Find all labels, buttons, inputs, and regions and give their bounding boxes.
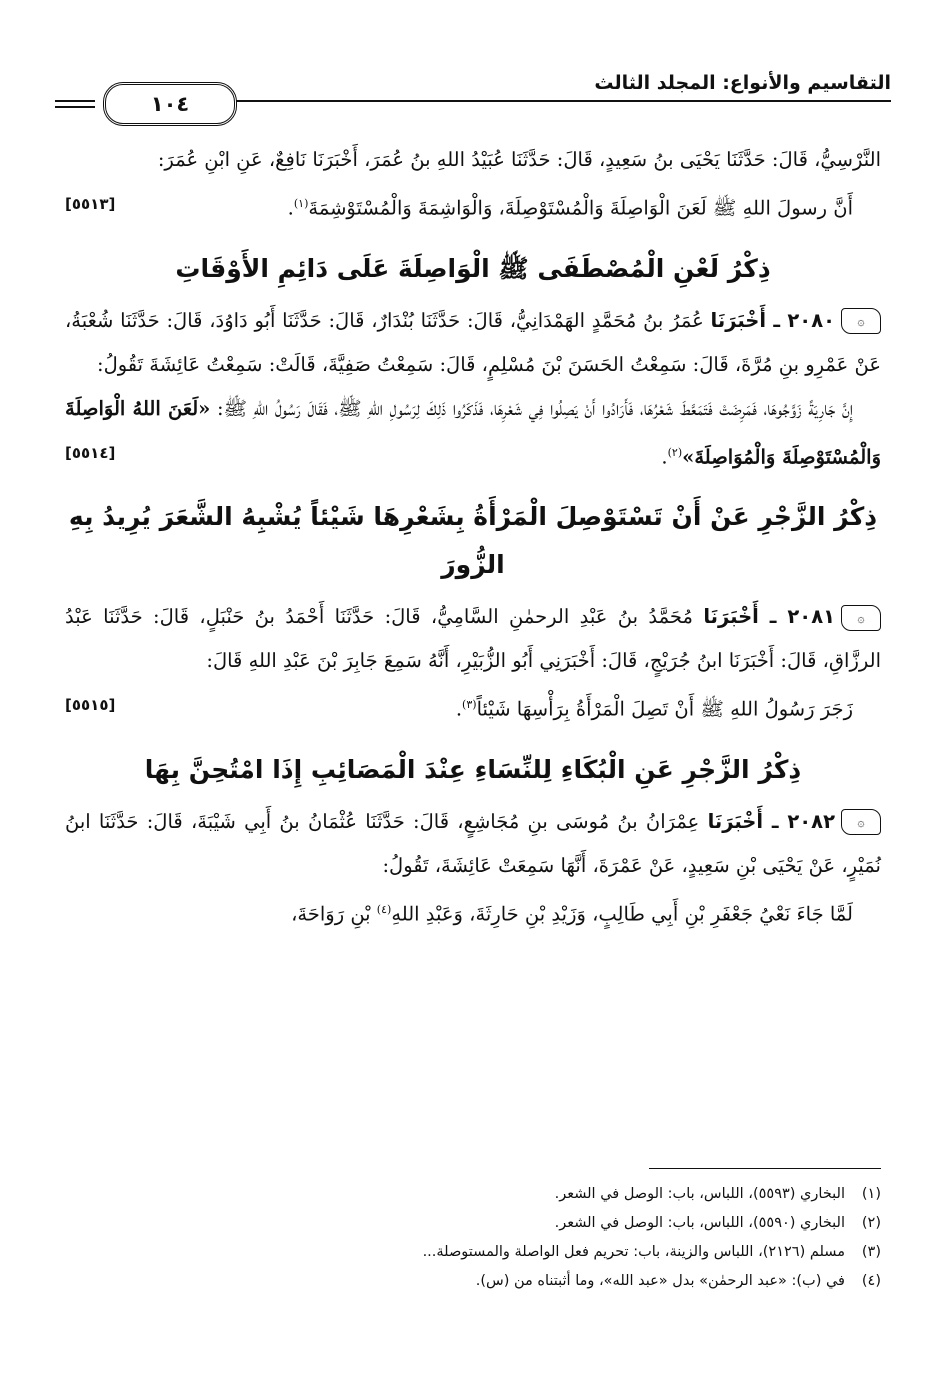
footnote	[65, 1238, 881, 1267]
header-rule	[235, 100, 891, 102]
hadith-number: ٢٠٨٢ ـ أَخْبَرَنَا	[707, 809, 835, 833]
footnote	[65, 1180, 881, 1209]
footnote	[65, 1267, 881, 1296]
hadith-isnad	[65, 299, 881, 387]
hadith-reference: [٥٥١٣]	[65, 195, 116, 213]
page-body	[65, 138, 881, 936]
isnad-continuation: النَّرْسِيُّ، قَالَ: حَدَّثَنَا يَحْيَى بنُ سَعِيدٍ، قَالَ: حَدَّثَنَا عُبَيْدُ اللهِ بنُ عُمَرَ، أَخْبَرَنَا نَافِعٌ، عَنِ ابْنِ عُمَرَ:	[157, 148, 881, 171]
footnote-number: (١)	[861, 1186, 881, 1202]
hadith-matn: أَنَّ رسولَ اللهِ ﷺ لَعَنَ الْوَاصِلَةَ وَالْمُسْتَوْصِلَةَ، وَالْوَاشِمَةَ وَالْمُسْتَوْشِمَةَ	[308, 196, 853, 220]
chapter-heading: ذِكْرُ الزَّجْرِ عَنِ الْبُكَاءِ لِلنِّسَاءِ عِنْدَ الْمَصَائِبِ إِذَا امْتُحِنَّ بِهَا	[144, 754, 802, 784]
hadith-quote: «لَعَنَ اللهُ الْوَاصِلَةَ وَالْمُسْتَوْصِلَةَ وَالْمُوَاصِلَةَ»	[65, 396, 881, 468]
footnote-marker: (٣)	[462, 698, 477, 711]
footnote-marker: (٢)	[667, 445, 683, 459]
footnote	[65, 1209, 881, 1238]
footnote-number: (٣)	[861, 1244, 881, 1260]
hadith-reference: [٥٥١٥]	[65, 696, 116, 714]
footnotes	[65, 1180, 881, 1296]
hadith-text	[65, 888, 881, 937]
footnote-marker: (٤)	[376, 902, 392, 916]
page-header	[55, 62, 891, 122]
hadith-text: أَنَّ رسولَ اللهِ ﷺ لَعَنَ الْوَاصِلَةَ وَالْمُسْتَوْصِلَةَ، وَالْوَاشِمَةَ وَالْمُسْتَوْشِمَةَ$^{(١)}$. [٥٥١٣]	[65, 182, 881, 231]
footnote-text: في (ب): «عبد الرحمٰن» بدل «عبد الله»، وما أثبتناه من (س).	[475, 1273, 845, 1289]
hadith-isnad	[65, 800, 881, 888]
hadith-text: إِنَّ جَارِيَةً زَوَّجُوهَا، فَمَرِضَتْ فَتَمَعَّطَ شَعْرُهَا، فَأَرَادُوا أَنْ يَصِلُوا فِي شَعْرِهَا، فَذَكَرُوا ذَلِكَ لِرَسُولِ اللهِ ﷺ، فَقَالَ رَسُولُ اللهِ ﷺ: «لَعَنَ اللهُ الْوَاصِلَةَ وَالْمُسْتَوْصِلَةَ وَالْمُوَاصِلَةَ»$^{(٢)}$. [٥٥١٤]	[65, 387, 881, 480]
hadith-number: ٢٠٨٠ ـ أَخْبَرَنَا	[710, 308, 836, 332]
hadith-matn: إِنَّ جَارِيَةً زَوَّجُوهَا، فَمَرِضَتْ فَتَمَعَّطَ شَعْرُهَا، فَأَرَادُوا أَنْ يَصِلُوا فِي شَعْرِهَا، فَذَكَرُوا ذَلِكَ لِرَسُولِ اللهِ ﷺ، فَقَالَ رَسُولُ اللهِ ﷺ:	[216, 396, 853, 420]
hadith-text: زَجَرَ رَسُولُ اللهِ ﷺ أَنْ تَصِلَ الْمَرْأَةُ بِرَأْسِهَا شَيْئاً$^{(٣)}$. [٥٥١٥]	[65, 683, 881, 732]
isnad-text: عِمْرَانُ بنُ مُوسَى بنِ مُجَاشِعٍ، قَالَ: حَدَّثَنَا عُثْمَانُ بنُ أَبِي شَيْبَةَ، قَالَ: حَدَّثَنَا ابنُ نُمَيْرٍ، عَنْ يَحْيَى بْنِ سَعِيدٍ، عَنْ عَمْرَةَ، أَنَّهَا سَمِعَتْ عَائِشَةَ، تَقُولُ:	[65, 809, 881, 877]
hadith-number: ٢٠٨١ ـ أَخْبَرَنَا	[703, 605, 835, 628]
hadith-matn: زَجَرَ رَسُولُ اللهِ ﷺ أَنْ تَصِلَ الْمَرْأَةُ بِرَأْسِهَا شَيْئاً	[476, 697, 853, 721]
footnote-number: (٢)	[861, 1215, 881, 1231]
chapter-heading: ذِكْرُ لَعْنِ الْمُصْطَفَى ﷺ الْوَاصِلَةَ عَلَى دَائِمِ الأَوْقَاتِ	[175, 253, 771, 283]
header-rule-left-bottom	[55, 106, 95, 108]
header-rule-left-top	[55, 100, 95, 102]
hadith-reference: [٥٥١٤]	[65, 443, 116, 462]
isnad-text: مُحَمَّدُ بنُ عَبْدِ الرحمٰنِ السَّامِيُّ، قَالَ: حَدَّثَنَا أَحْمَدُ بنُ حَنْبَلٍ، قَالَ: حَدَّثَنَا عَبْدُ الرزَّاقِ، قَالَ: أَخْبَرَنَا ابنُ جُرَيْجٍ، قَالَ: أَخْبَرَنِي أَبُو الزُّبَيْرِ، أَنَّهُ سَمِعَ جَابِرَ بْنَ عَبْدِ اللهِ قَالَ:	[65, 605, 881, 672]
hadith-marker-icon: ۞	[841, 605, 881, 631]
page-number: ١٠٤	[103, 82, 237, 126]
hadith-matn: لَمَّا جَاءَ نَعْيُ جَعْفَرِ بْنِ أَبِي طَالِبٍ، وَزَيْدِ بْنِ حَارِثَةَ، وَعَبْدِ اللهِ	[391, 902, 853, 925]
hadith-marker-icon: ۞	[841, 308, 881, 334]
footnote-separator	[649, 1168, 881, 1169]
isnad-text: عُمَرُ بنُ مُحَمَّدٍ الهَمْدَانِيُّ، قَالَ: حَدَّثَنَا بُنْدَارٌ، قَالَ: حَدَّثَنَا أَبُو دَاوُدَ، قَالَ: حَدَّثَنَا شُعْبَةُ، عَنْ عَمْرِو بنِ مُرَّةَ، قَالَ: سَمِعْتُ الحَسَنَ بْنَ مُسْلِمٍ، قَالَ: سَمِعْتُ صَفِيَّةَ، قَالَتْ: سَمِعْتُ عَائِشَةَ تَقُولُ:	[65, 308, 881, 376]
footnote-text: البخاري (٥٥٩٣)، اللباس، باب: الوصل في الشعر.	[554, 1186, 845, 1202]
hadith-isnad	[65, 595, 881, 683]
footnote-text: البخاري (٥٥٩٠)، اللباس، باب: الوصل في الشعر.	[554, 1215, 845, 1231]
hadith-matn-continued: بْنِ رَوَاحَةَ،	[291, 902, 377, 925]
footnote-marker: (١)	[293, 197, 309, 210]
chapter-heading: ذِكْرُ الزَّجْرِ عَنْ أَنْ تَسْتَوْصِلَ الْمَرْأَةُ بِشَعْرِهَا شَيْئاً يُشْبِهُ الشَّعَرَ يُرِيدُ بِهِ الزُّورَ	[68, 502, 878, 579]
footnote-text: مسلم (٢١٢٦)، اللباس والزينة، باب: تحريم فعل الواصلة والمستوصلة...	[422, 1244, 845, 1260]
hadith-marker-icon: ۞	[841, 809, 881, 835]
running-title: التقاسيم والأنواع: المجلد الثالث	[594, 72, 891, 94]
footnote-number: (٤)	[861, 1273, 881, 1289]
